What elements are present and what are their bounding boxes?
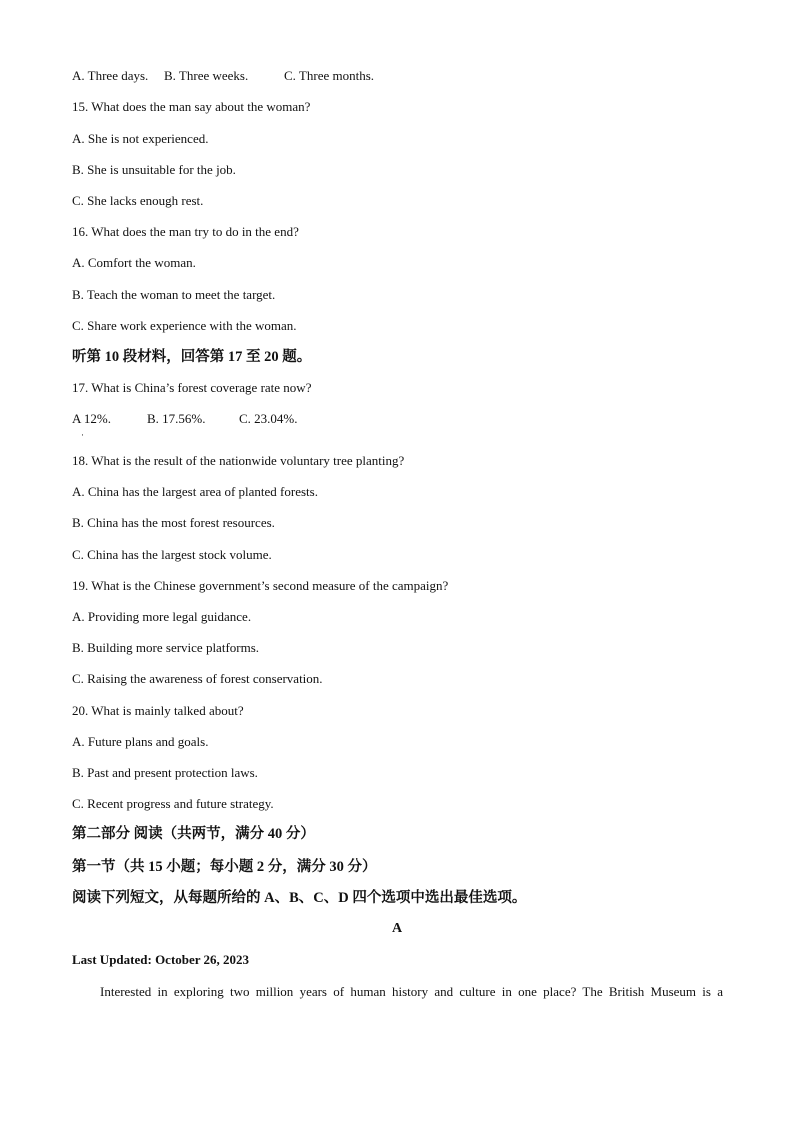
q16-option-a: A. Comfort the woman.: [72, 255, 196, 270]
q16-option-b: B. Teach the woman to meet the target.: [72, 287, 276, 302]
passage-first-line: Interested in exploring two million years of human history and culture in one place? The British Museum is a: [100, 984, 723, 999]
q20-option-a: A. Future plans and goals.: [72, 734, 209, 749]
q17-question: 17. What is China’s forest coverage rate now?: [72, 380, 312, 395]
section10-heading: 听第 10 段材料，回答第 17 至 20 题。: [72, 349, 312, 365]
q14-option-b: B. Three weeks.: [164, 68, 249, 83]
q18-option-c: C. China has the largest stock volume.: [72, 547, 272, 562]
stray-dot: ·: [81, 430, 84, 440]
q14-options: [72, 68, 374, 84]
q19-option-b: B. Building more service platforms.: [72, 640, 260, 655]
part2-heading: 第二部分 阅读（共两节，满分 40 分）: [72, 826, 315, 842]
q19-option-a: A. Providing more legal guidance.: [72, 609, 252, 624]
q18-question: 18. What is the result of the nationwide voluntary tree planting?: [72, 453, 405, 468]
q16-question: 16. What does the man try to do in the end?: [72, 224, 299, 239]
q17-option-b: B. 17.56%.: [147, 411, 206, 426]
q17-options: [72, 411, 298, 427]
q18-option-b: B. China has the most forest resources.: [72, 515, 275, 530]
q20-question: 20. What is mainly talked about?: [72, 703, 244, 718]
q18-option-a: A. China has the largest area of planted forests.: [72, 484, 318, 499]
q15-option-c: C. She lacks enough rest.: [72, 193, 204, 208]
last-updated: Last Updated: October 26, 2023: [72, 952, 250, 967]
q14-option-a: A. Three days.: [72, 68, 149, 83]
q17-option-c: C. 23.04%.: [239, 411, 298, 426]
q16-option-c: C. Share work experience with the woman.: [72, 318, 297, 333]
q14-option-c: C. Three months.: [284, 68, 375, 83]
q20-option-c: C. Recent progress and future strategy.: [72, 796, 274, 811]
q20-option-b: B. Past and present protection laws.: [72, 765, 258, 780]
q15-question: 15. What does the man say about the woman?: [72, 99, 311, 114]
section1-heading: 第一节（共 15 小题；每小题 2 分，满分 30 分）: [72, 859, 377, 875]
q15-option-a: A. She is not experienced.: [72, 131, 209, 146]
q15-option-b: B. She is unsuitable for the job.: [72, 162, 236, 177]
q17-option-a: A 12%.: [72, 411, 111, 426]
reading-instruction: 阅读下列短文，从每题所给的 A、B、C、D 四个选项中选出最佳选项。: [72, 890, 527, 906]
q19-option-c: C. Raising the awareness of forest conservation.: [72, 671, 323, 686]
passage-label: A: [391, 921, 403, 936]
q19-question: 19. What is the Chinese government’s second measure of the campaign?: [72, 578, 449, 593]
